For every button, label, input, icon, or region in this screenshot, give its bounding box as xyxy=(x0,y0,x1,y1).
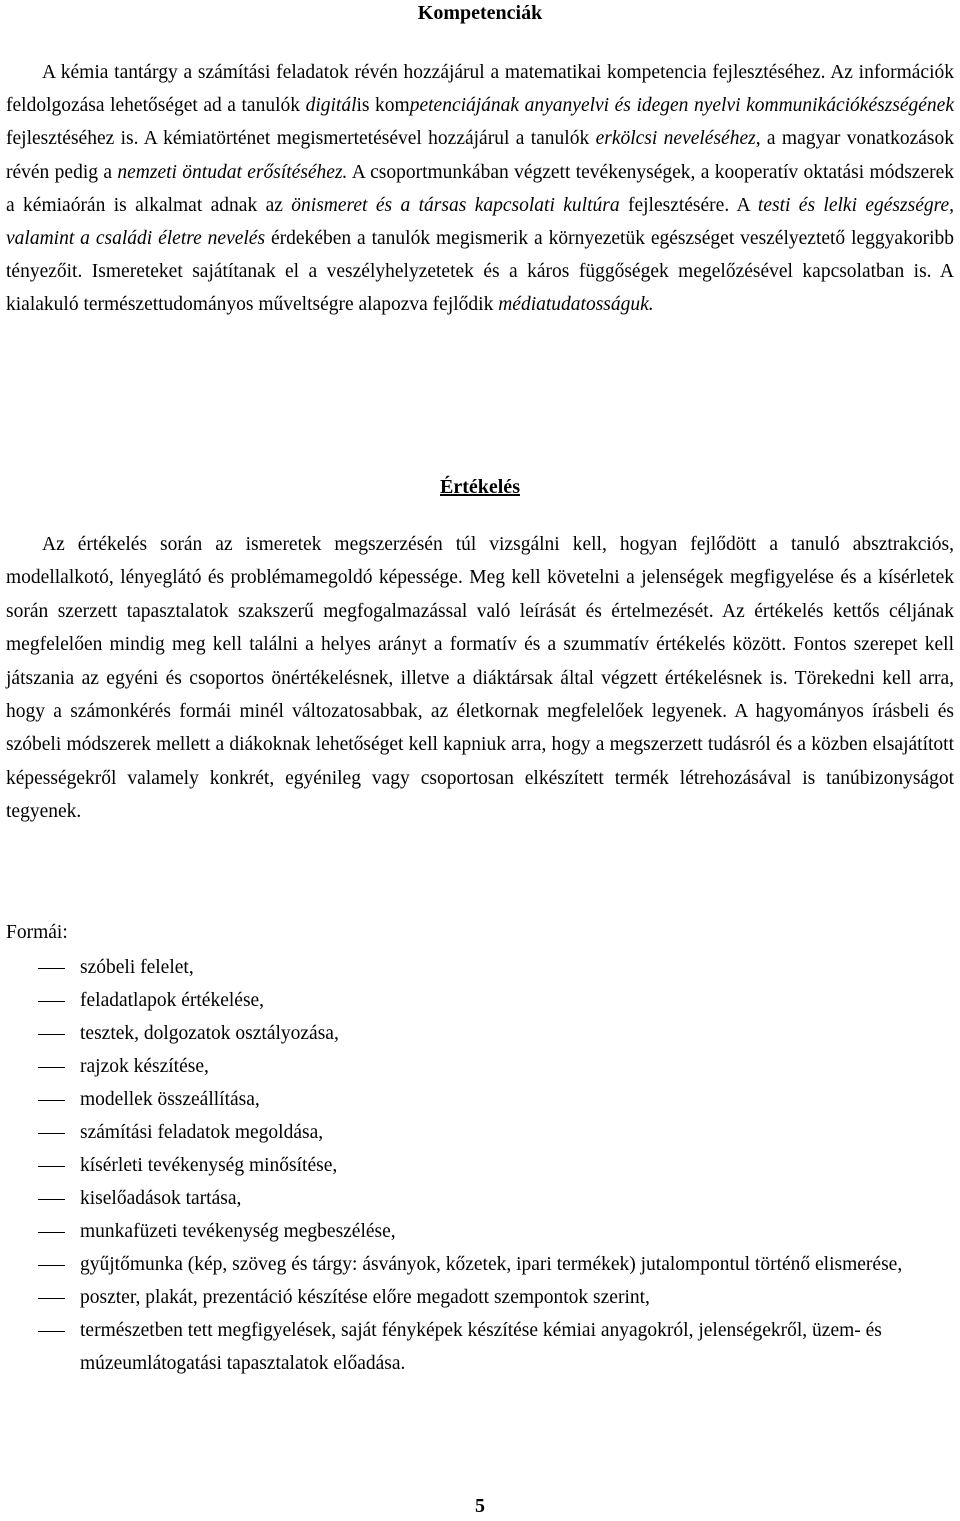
list-item-text: munkafüzeti tevékenység megbeszélése, xyxy=(80,1221,396,1242)
italic-run: testi és lelki egészségre, valamint a családi életre nevelés xyxy=(6,194,954,250)
list-item-text: feladatlapok értékelése, xyxy=(80,990,265,1011)
list-item xyxy=(6,1150,954,1183)
list-item xyxy=(6,1051,954,1084)
list-item xyxy=(6,985,954,1018)
dash-bullet-icon xyxy=(38,1001,65,1002)
list-item xyxy=(6,952,954,985)
list-item-text: poszter, plakát, prezentáció készítése előre megadott szempontok szerint, xyxy=(80,1287,650,1308)
list-item-text: tesztek, dolgozatok osztályozása, xyxy=(80,1023,339,1044)
list-item xyxy=(6,1249,954,1282)
text-run: érdekében a tanulók megismerik a környezetük egészséget veszélyeztető leggyakoribb tényezőit. Ismereteket sajátítanak el a veszélyhelyzetetek és a káros függőségek megelőzésével kapcsolatban is. A kialakuló természettudományos műveltségre alapozva fejlődik xyxy=(6,228,954,316)
list-item xyxy=(6,1183,954,1216)
dash-bullet-icon xyxy=(38,1034,65,1035)
list-item xyxy=(6,1282,954,1315)
list-item xyxy=(6,1315,954,1380)
dash-bullet-icon xyxy=(38,968,65,969)
text-run: A kémia tantárgy a számítási feladatok révén hozzájárul a matematikai kompetencia fejlesztéséhez. Az információk feldolgozása lehetőséget ad a tanulók xyxy=(6,62,954,117)
text-run: fejlesztésére. A xyxy=(619,194,758,216)
text-run: A csoportmunkában végzett tevékenységek, a kooperatív oktatási módszerek a kémiaórán is alkalmat adnak az xyxy=(6,161,954,216)
evaluation-heading xyxy=(6,474,954,500)
dash-bullet-icon xyxy=(38,1199,65,1200)
italic-run: önismeret és a társas kapcsolati kultúra xyxy=(291,194,620,216)
dash-bullet-icon xyxy=(38,1232,65,1233)
list-item xyxy=(6,1216,954,1249)
evaluation-paragraph: Az értékelés során az ismeretek megszerzésén túl vizsgálni kell, hogyan fejlődött a tanuló absztrakciós, modellalkotó, lényeglátó és problémamegoldó képessége. Meg kell követelni a jelenségek megfigyelése és a kísérletek során szerzett tapasztalatok szakszerű megfogalmazással való leírását és értelmezését. Az értékelés kettős céljának megfelelően mindig meg kell találni a helyes arányt a formatív és a szummatív értékelés között. Fontos szerepet kell játszania az egyéni és csoportos önértékelésnek, illetve a diáktársak által végzett értékelésnek is. Törekedni kell arra, hogy a számonkérés formái minél változatosabbak, az életkornak megfelelőek legyenek. A hagyományos írásbeli és szóbeli módszerek mellett a diákoknak lehetőséget kell kapniuk arra, hogy a megszerzett tudásról és a közben elsajátított képességekről valamely konkrét, egyénileg vagy csoportosan elkészített termék létrehozásával is tanúbizonyságot tegyenek. xyxy=(6,534,954,823)
evaluation-heading-text: Értékelés xyxy=(440,476,520,498)
dash-bullet-icon xyxy=(38,1100,65,1101)
list-item-text: gyűjtőmunka (kép, szöveg és tárgy: ásványok, kőzetek, ipari termékek) jutalompontul történő elismerése, xyxy=(80,1254,903,1275)
list-item xyxy=(6,1084,954,1117)
list-item-text: számítási feladatok megoldása, xyxy=(80,1122,324,1143)
list-item-text: modellek összeállítása, xyxy=(80,1089,260,1110)
list-item xyxy=(6,1117,954,1150)
forms-label: Formái: xyxy=(6,922,68,943)
italic-run: nemzeti öntudat erősítéséhez. xyxy=(117,161,348,183)
dash-bullet-icon xyxy=(38,1331,65,1332)
italic-run: erkölcsi neveléséhez xyxy=(595,128,756,150)
text-run: is kom xyxy=(356,95,410,117)
list-item xyxy=(6,1018,954,1051)
dash-bullet-icon xyxy=(38,1166,65,1167)
dash-bullet-icon xyxy=(38,1133,65,1134)
list-item-text: kísérleti tevékenység minősítése, xyxy=(80,1155,338,1176)
competencies-heading: Kompetenciák xyxy=(417,2,543,24)
italic-run: médiatudatosságuk. xyxy=(498,294,654,316)
dash-bullet-icon xyxy=(38,1265,65,1266)
text-run: , a magyar vonatkozások révén pedig a xyxy=(6,128,954,183)
list-item-text: rajzok készítése, xyxy=(80,1056,209,1077)
italic-run: digitál xyxy=(305,95,357,117)
dash-bullet-icon xyxy=(38,1067,65,1068)
dash-bullet-icon xyxy=(38,1298,65,1299)
forms-list xyxy=(6,952,954,1381)
competencies-paragraph xyxy=(6,56,954,322)
list-item-text: természetben tett megfigyelések, saját fényképek készítése kémiai anyagokról, jelenségekről, üzem- és múzeumlátogatási tapasztalatok előadása. xyxy=(80,1320,882,1374)
italic-run: petenciájának anyanyelvi és idegen nyelvi kommunikációkészségének xyxy=(409,95,954,117)
list-item-text: kiselőadások tartása, xyxy=(80,1188,242,1209)
text-run: fejlesztéséhez is. A kémiatörténet megismertetésével hozzájárul a tanulók xyxy=(6,128,596,150)
list-item-text: szóbeli felelet, xyxy=(80,957,194,978)
page-number: 5 xyxy=(475,1495,485,1517)
